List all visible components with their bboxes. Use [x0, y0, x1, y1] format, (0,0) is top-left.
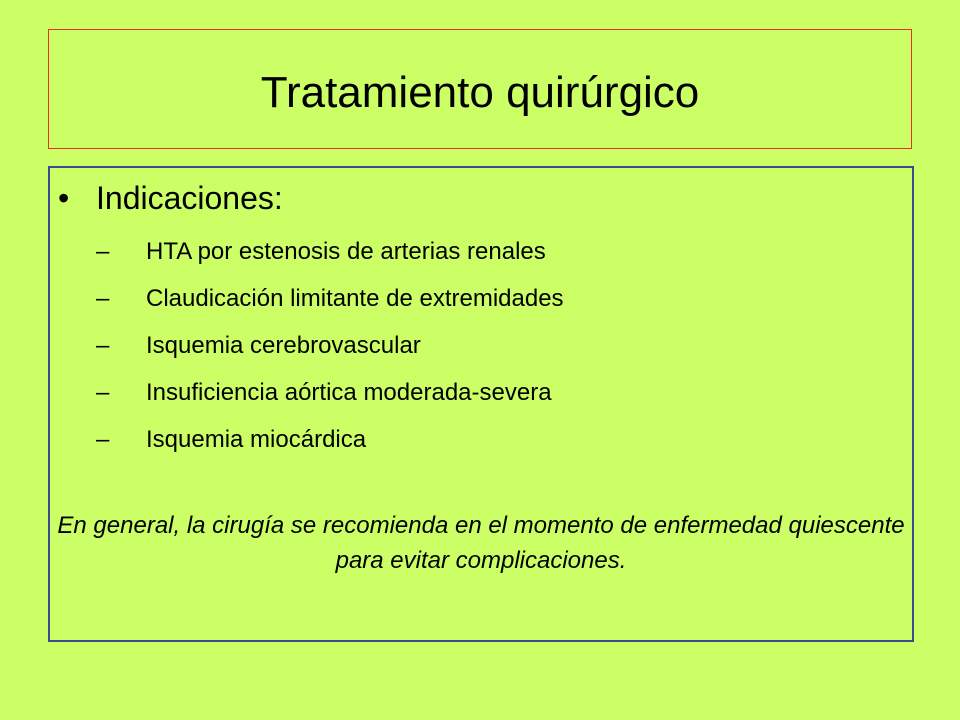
dash-icon: –: [96, 426, 110, 453]
indications-bullet: [58, 178, 283, 218]
title-box: [48, 29, 912, 149]
list-item-text: HTA por estenosis de arterias renales: [146, 238, 546, 265]
list-item-text: Isquemia cerebrovascular: [146, 332, 421, 359]
indications-list: [96, 228, 564, 463]
indications-heading: Indicaciones:: [96, 180, 283, 216]
list-item: [96, 228, 564, 275]
dash-icon: –: [96, 285, 110, 312]
list-item-text: Claudicación limitante de extremidades: [146, 285, 564, 312]
list-item: [96, 322, 564, 369]
surgery-note: En general, la cirugía se recomienda en el momento de enfermedad quiescente para evitar complicaciones.: [57, 512, 905, 574]
dash-icon: –: [96, 238, 110, 265]
list-item-text: Isquemia miocárdica: [146, 426, 367, 453]
slide-title: Tratamiento quirúrgico: [260, 68, 700, 117]
list-item-text: Insuficiencia aórtica moderada-severa: [146, 379, 552, 406]
dash-icon: –: [96, 332, 110, 359]
content-box: [48, 166, 914, 642]
dash-icon: –: [96, 379, 110, 406]
bullet-icon: •: [58, 180, 70, 216]
list-item: [96, 369, 564, 416]
list-item: [96, 416, 564, 463]
list-item: [96, 275, 564, 322]
